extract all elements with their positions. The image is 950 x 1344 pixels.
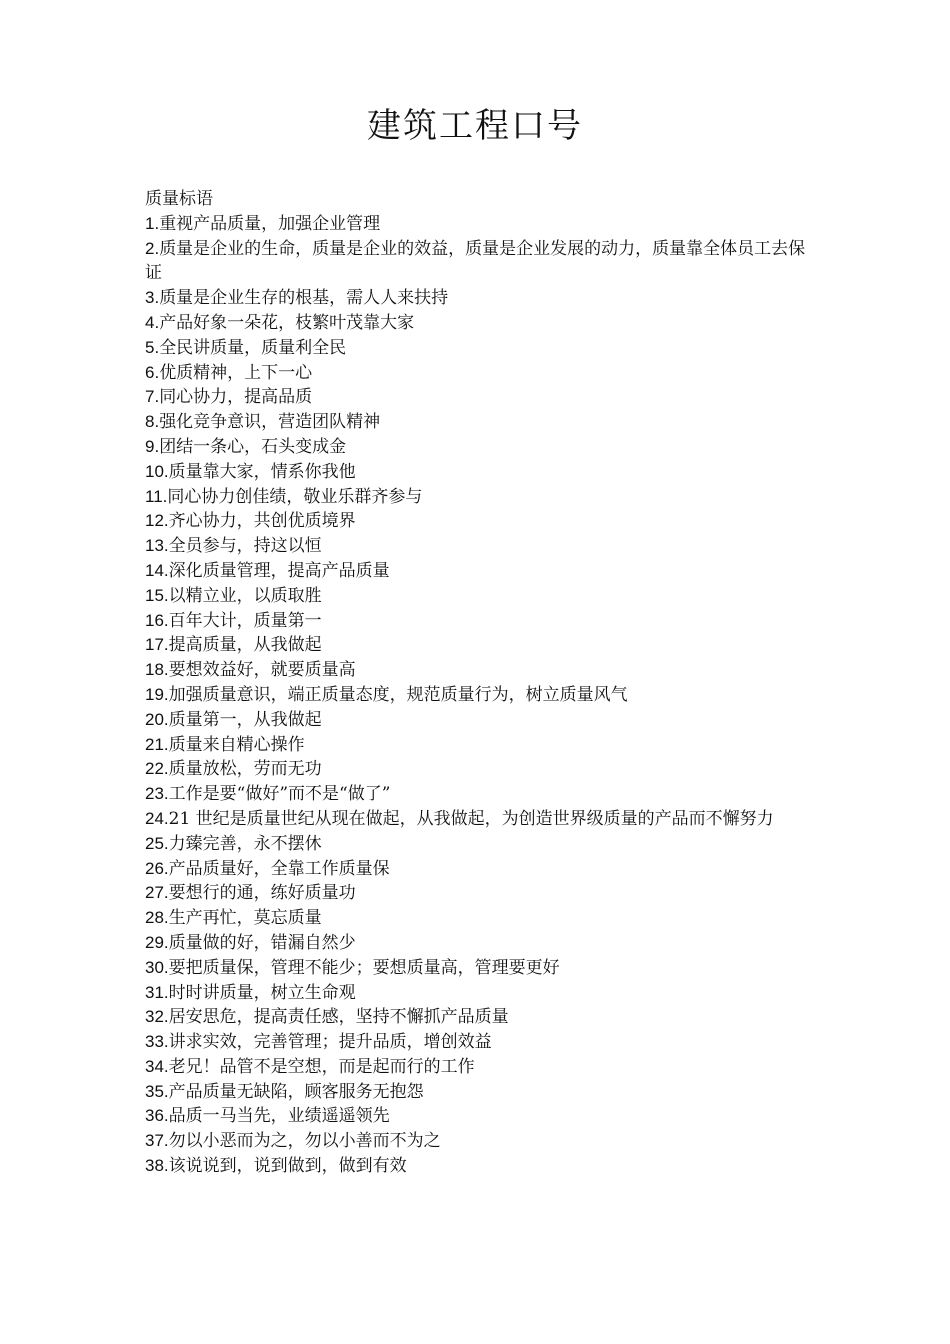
- list-item: [145, 956, 813, 981]
- slogan-items: [145, 212, 813, 1179]
- list-item-text: 该说说到，说到做到，做到有效: [168, 1156, 407, 1177]
- list-item-number: 5.: [145, 337, 160, 357]
- list-item-text: 强化竞争意识，营造团队精神: [159, 412, 381, 433]
- list-item: [145, 1129, 813, 1154]
- list-item: [145, 1080, 813, 1105]
- list-item-number: 32.: [145, 1007, 169, 1027]
- list-item-text: 百年大计，质量第一: [168, 610, 322, 631]
- list-item: [145, 881, 813, 906]
- list-item: [145, 385, 813, 410]
- list-item-text: 生产再忙，莫忘质量: [168, 908, 322, 929]
- list-item-number: 18.: [145, 660, 169, 680]
- list-item-number: 28.: [145, 908, 169, 928]
- list-item-number: 7.: [145, 387, 160, 407]
- list-item-text: 加强质量意识，端正质量态度，规范质量行为，树立质量风气: [168, 684, 628, 705]
- list-item-number: 21.: [145, 734, 169, 754]
- list-item-text: 产品质量无缺陷，顾客服务无抱怨: [168, 1081, 424, 1102]
- list-item-number: 38.: [145, 1156, 169, 1176]
- list-item: [145, 286, 813, 311]
- list-item-text: 齐心协力，共创优质境界: [168, 511, 356, 532]
- list-item: [145, 584, 813, 609]
- list-item-number: 34.: [145, 1056, 169, 1076]
- list-item: [145, 857, 813, 882]
- list-item: [145, 1005, 813, 1030]
- list-item-number: 4.: [145, 312, 160, 332]
- list-item: [145, 931, 813, 956]
- list-item: [145, 336, 813, 361]
- list-item-text: 时时讲质量，树立生命观: [168, 982, 356, 1003]
- list-item-number: 14.: [145, 560, 169, 580]
- list-item-number: 36.: [145, 1106, 169, 1126]
- list-item: [145, 906, 813, 931]
- list-item-number: 20.: [145, 709, 169, 729]
- list-item-number: 23.: [145, 784, 169, 804]
- list-item-text: 产品好象一朵花，枝繁叶茂靠大家: [159, 312, 415, 333]
- list-item: [145, 485, 813, 510]
- list-item-text: 勿以小恶而为之，勿以小善而不为之: [168, 1131, 441, 1152]
- list-item-number: 6.: [145, 362, 160, 382]
- list-item-text: 全员参与，持这以恒: [168, 536, 322, 557]
- list-item: [145, 509, 813, 534]
- list-item: [145, 237, 813, 287]
- list-item: [145, 782, 813, 807]
- list-item: [145, 832, 813, 857]
- list-item-number: 10.: [145, 461, 169, 481]
- list-item: [145, 1030, 813, 1055]
- list-item-text: 质量是企业生存的根基，需人人来扶持: [159, 288, 449, 309]
- list-item-number: 29.: [145, 932, 169, 952]
- list-item-number: 30.: [145, 957, 169, 977]
- list-item-number: 17.: [145, 635, 169, 655]
- list-item-number: 2.: [145, 238, 160, 258]
- list-item-number: 27.: [145, 883, 169, 903]
- list-item-number: 16.: [145, 610, 169, 630]
- list-item-text: 质量放松，劳而无功: [168, 759, 322, 780]
- list-item-text: 讲求实效，完善管理；提升品质，增创效益: [168, 1032, 492, 1053]
- list-item-number: 8.: [145, 412, 160, 432]
- list-item: [145, 410, 813, 435]
- list-item-text: 质量是企业的生命，质量是企业的效益，质量是企业发展的动力，质量靠全体员工去保证: [145, 238, 806, 284]
- list-item: [145, 435, 813, 460]
- list-item-number: 1.: [145, 213, 160, 233]
- list-item-number: 33.: [145, 1032, 169, 1052]
- list-item: [145, 534, 813, 559]
- list-item-number: 35.: [145, 1081, 169, 1101]
- list-item: [145, 1154, 813, 1179]
- list-item-number: 26.: [145, 858, 169, 878]
- list-item-text: 质量来自精心操作: [168, 734, 305, 755]
- list-item-number: 22.: [145, 759, 169, 779]
- list-item: [145, 633, 813, 658]
- list-item: [145, 212, 813, 237]
- list-item: [145, 757, 813, 782]
- page-title: 建筑工程口号: [367, 106, 583, 146]
- list-item-text: 产品质量好，全靠工作质量保: [168, 858, 390, 879]
- list-item-number: 24.: [145, 808, 169, 828]
- list-item-number: 9.: [145, 436, 160, 456]
- list-item-text: 以精立业，以质取胜: [168, 585, 322, 606]
- list-item-text: 全民讲质量，质量利全民: [159, 337, 347, 358]
- list-item-text: 居安思危，提高责任感，坚持不懈抓产品质量: [168, 1007, 509, 1028]
- list-item-text: 深化质量管理，提高产品质量: [168, 560, 390, 581]
- list-item: [145, 609, 813, 634]
- list-item: [145, 807, 813, 832]
- list-item: [145, 311, 813, 336]
- list-item: [145, 708, 813, 733]
- list-item-number: 11.: [145, 486, 168, 506]
- list-item-number: 19.: [145, 684, 169, 704]
- list-item-text: 要想行的通，练好质量功: [168, 883, 356, 904]
- list-item-number: 31.: [145, 982, 169, 1002]
- list-item-text: 重视产品质量，加强企业管理: [159, 213, 381, 234]
- list-item-number: 37.: [145, 1131, 169, 1151]
- list-item-text: 团结一条心，石头变成金: [159, 436, 347, 457]
- list-item-text: 要把质量保，管理不能少；要想质量高，管理要更好: [168, 957, 560, 978]
- section-heading: 质量标语: [145, 189, 213, 209]
- list-item-text: 工作是要“做好”而不是“做了”: [168, 784, 391, 805]
- list-item-number: 25.: [145, 833, 169, 853]
- list-item-text: 质量第一，从我做起: [168, 709, 322, 730]
- list-item: [145, 559, 813, 584]
- list-item-number: 15.: [145, 585, 169, 605]
- list-item-text: 优质精神，上下一心: [159, 362, 313, 383]
- slogan-list: [145, 187, 813, 1179]
- list-item-text: 21 世纪是质量世纪从现在做起，从我做起，为创造世界级质量的产品而不懈努力: [168, 808, 774, 829]
- list-item-text: 要想效益好，就要质量高: [168, 660, 356, 681]
- list-item-number: 13.: [145, 536, 169, 556]
- list-item-text: 品质一马当先，业绩遥遥领先: [168, 1106, 390, 1127]
- list-item: [145, 361, 813, 386]
- list-item-text: 老兄！品管不是空想，而是起而行的工作: [168, 1056, 475, 1077]
- list-item: [145, 981, 813, 1006]
- list-item: [145, 683, 813, 708]
- list-item: [145, 1055, 813, 1080]
- list-item-text: 提高质量，从我做起: [168, 635, 322, 656]
- list-item: [145, 460, 813, 485]
- list-item: [145, 733, 813, 758]
- list-item-text: 力臻完善，永不摆休: [168, 833, 322, 854]
- list-item-text: 质量靠大家，情系你我他: [168, 461, 356, 482]
- list-item: [145, 1104, 813, 1129]
- list-item-text: 同心协力创佳绩，敬业乐群齐参与: [167, 486, 423, 507]
- list-item: [145, 658, 813, 683]
- list-item-text: 质量做的好，错漏自然少: [168, 932, 356, 953]
- list-item-number: 3.: [145, 288, 160, 308]
- list-item-number: 12.: [145, 511, 169, 531]
- list-item-text: 同心协力，提高品质: [159, 387, 313, 408]
